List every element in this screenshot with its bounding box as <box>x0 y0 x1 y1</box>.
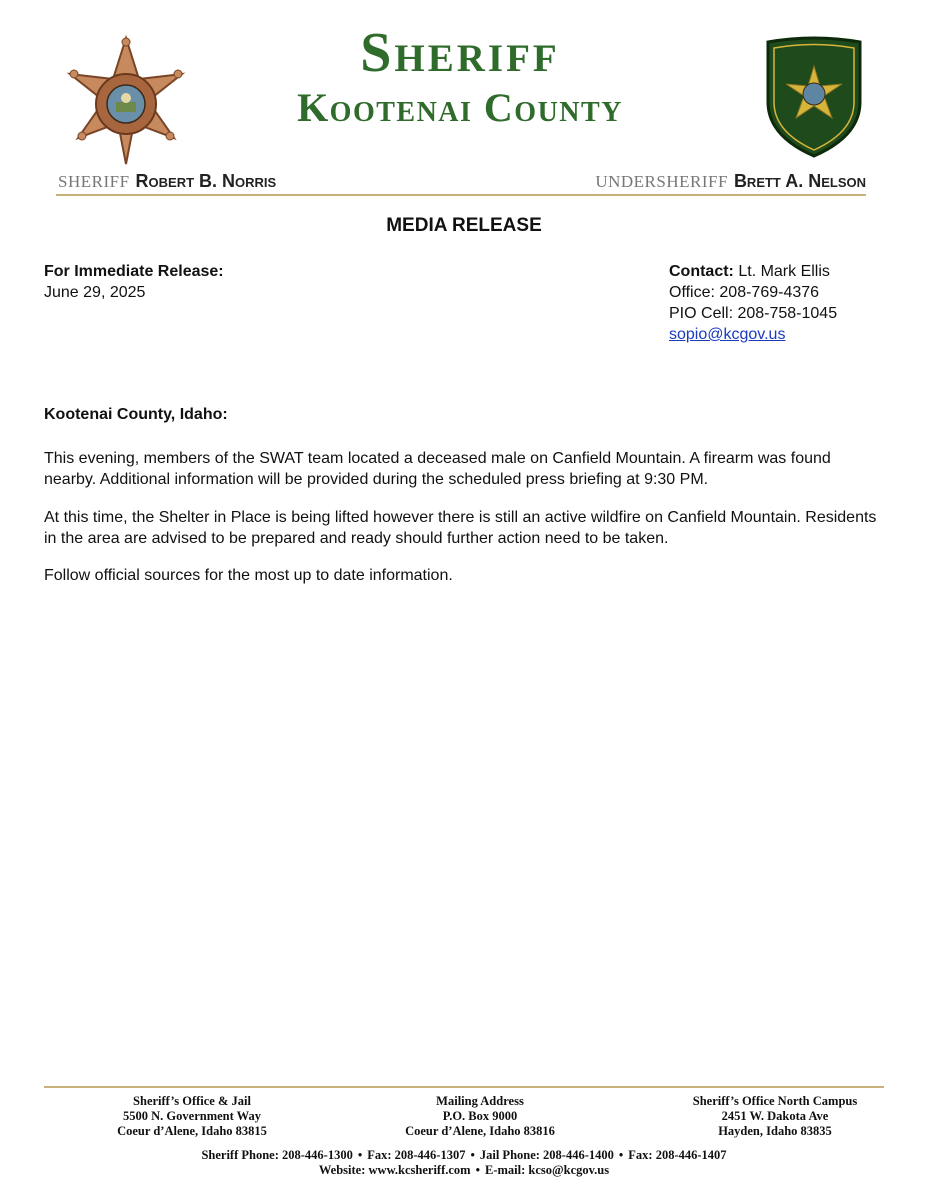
footer-col2-line1: P.O. Box 9000 <box>442 1109 518 1123</box>
contact-line <box>669 261 837 282</box>
footer-col2-title: Mailing Address <box>436 1094 524 1108</box>
undersheriff-role: UNDERSHERIFF <box>595 172 728 191</box>
footer-sheriff-phone: Sheriff Phone: 208-446-1300 <box>201 1148 353 1162</box>
letterhead-subtitle: Kootenai County <box>297 85 623 130</box>
bullet-separator: • <box>470 1148 475 1162</box>
footer-jail-phone: Jail Phone: 208-446-1400 <box>479 1148 614 1162</box>
pio-cell: PIO Cell: 208-758-1045 <box>669 305 838 322</box>
bullet-separator: • <box>475 1163 480 1177</box>
contact-info <box>669 261 837 345</box>
footer-col2-line2: Coeur d’Alene, Idaho 83816 <box>405 1124 555 1138</box>
footer-web-line <box>0 1163 928 1178</box>
footer-mailing-address <box>380 1094 580 1139</box>
footer-fax-1: Fax: 208-446-1307 <box>367 1148 466 1162</box>
sheriff-line <box>58 170 276 193</box>
body-paragraph-3: Follow official sources for the most up to date information. <box>44 567 453 584</box>
release-info <box>44 261 224 303</box>
contact-email-link[interactable]: sopio@kcgov.us <box>669 326 786 343</box>
footer-email[interactable]: E-mail: kcso@kcgov.us <box>484 1163 610 1177</box>
footer-col1-line1: 5500 N. Government Way <box>123 1109 261 1123</box>
contact-label: Contact: <box>669 263 734 280</box>
bullet-separator: • <box>357 1148 363 1162</box>
body-paragraph-2: At this time, the Shelter in Place is being lifted however there is still an active wildfire on Canfield Mountain. Residents in the area are advised to be prepared and ready should further action need to be taken. <box>44 509 877 547</box>
office-phone: Office: 208-769-4376 <box>669 284 820 301</box>
media-release-heading: MEDIA RELEASE <box>386 215 542 236</box>
bullet-separator: • <box>618 1148 624 1162</box>
body-paragraph-1: This evening, members of the SWAT team located a deceased male on Canfield Mountain. A firearm was found nearby. Additional information will be provided during the scheduled press briefing at 9:30 PM. <box>44 450 831 488</box>
sheriff-role: SHERIFF <box>58 172 130 191</box>
sheriff-star-badge-icon <box>56 34 196 168</box>
footer-col3-line2: Hayden, Idaho 83835 <box>718 1124 832 1138</box>
county-sheriff-patch-icon <box>762 36 866 160</box>
sheriff-name: Robert B. Norris <box>135 171 277 191</box>
footer-contact-lines <box>0 1148 928 1178</box>
undersheriff-name: Brett A. Nelson <box>733 171 866 191</box>
footer-col3-title: Sheriff’s Office North Campus <box>692 1094 858 1108</box>
header-divider <box>56 194 866 196</box>
footer-col3-line1: 2451 W. Dakota Ave <box>721 1109 829 1123</box>
footer-office-jail <box>92 1094 292 1139</box>
for-immediate-release-label: For Immediate Release: <box>44 263 224 280</box>
contact-name: Lt. Mark Ellis <box>738 263 830 280</box>
footer-fax-2: Fax: 208-446-1407 <box>628 1148 727 1162</box>
footer-website[interactable]: Website: www.kcsheriff.com <box>318 1163 471 1177</box>
undersheriff-line <box>595 170 866 193</box>
footer-col1-title: Sheriff’s Office & Jail <box>133 1094 251 1108</box>
dateline-location: Kootenai County, Idaho: <box>44 406 228 423</box>
footer-north-campus <box>670 1094 880 1139</box>
letterhead-title: Sheriff <box>360 22 560 84</box>
footer-col1-line2: Coeur d’Alene, Idaho 83815 <box>117 1124 267 1138</box>
footer-divider <box>44 1086 884 1088</box>
footer-phone-line <box>0 1148 928 1163</box>
release-date: June 29, 2025 <box>44 284 146 301</box>
